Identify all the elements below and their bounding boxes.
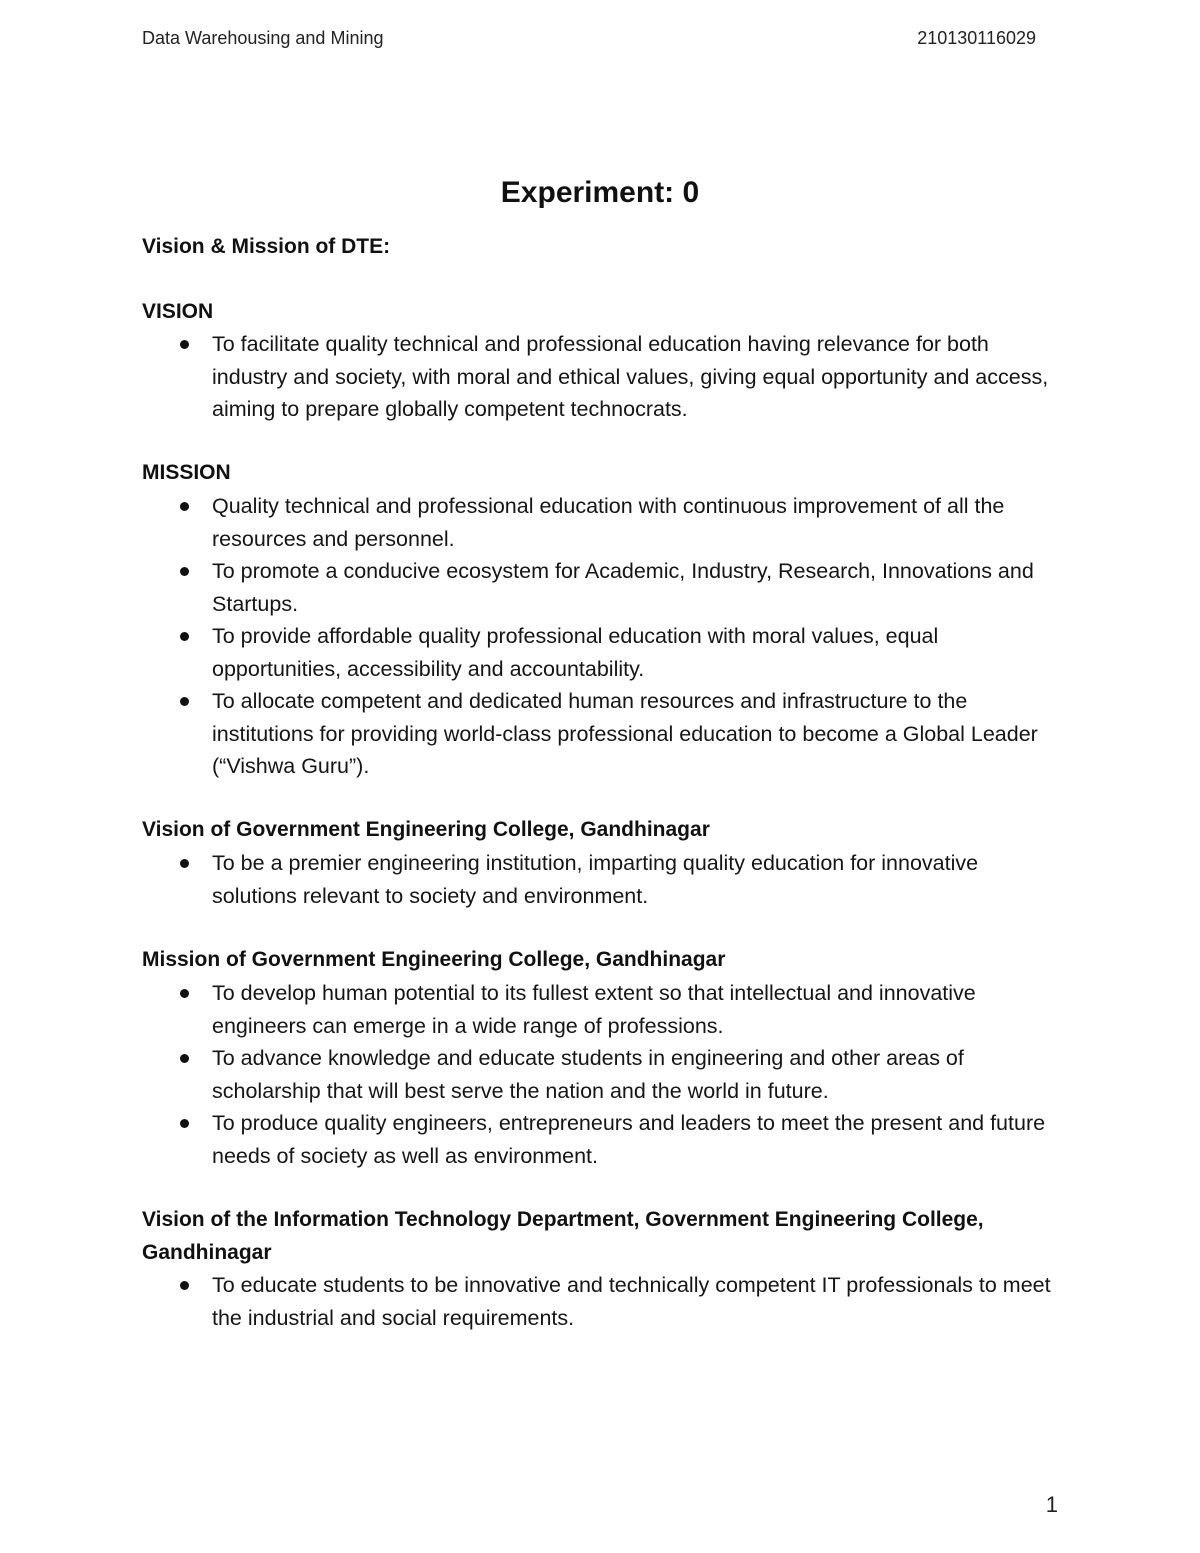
bullet-icon [180, 340, 189, 349]
list-item-text: To provide affordable quality professional education with moral values, equal opportunities, accessibility and accountability. [212, 624, 939, 681]
bullet-icon [180, 632, 189, 641]
gec-vision-list [142, 847, 1062, 912]
list-item [142, 328, 1062, 426]
bullet-icon [180, 697, 189, 706]
list-item [142, 1042, 1062, 1107]
header-enrollment-number: 210130116029 [917, 28, 1036, 48]
list-item-text: To advance knowledge and educate students in engineering and other areas of scholarship that will best serve the nation and the world in future. [212, 1046, 964, 1103]
bullet-icon [180, 502, 189, 511]
list-item-text: Quality technical and professional education with continuous improvement of all the resources and personnel. [212, 494, 1005, 551]
list-item-text: To educate students to be innovative and technically competent IT professionals to meet the industrial and social requirements. [212, 1273, 1051, 1330]
dte-vision-list [142, 328, 1062, 426]
list-item-text: To be a premier engineering institution, imparting quality education for innovative solutions relevant to society and environment. [212, 851, 979, 908]
list-item [142, 555, 1062, 620]
dte-vision-heading: VISION [142, 300, 214, 323]
list-item-text: To facilitate quality technical and professional education having relevance for both industry and society, with moral and ethical values, giving equal opportunity and access, aiming to prepare globally competent technocrats. [212, 332, 1049, 421]
page-number: 1 [1045, 1492, 1058, 1517]
dte-section-heading: Vision & Mission of DTE: [142, 235, 391, 258]
list-item-text: To develop human potential to its fullest extent so that intellectual and innovative engineers can emerge in a wide range of professions. [212, 981, 976, 1038]
list-item [142, 1269, 1062, 1334]
gec-mission-heading: Mission of Government Engineering College, Gandhinagar [142, 948, 726, 971]
dte-mission-heading: MISSION [142, 461, 231, 484]
list-item [142, 847, 1062, 912]
list-item [142, 977, 1062, 1042]
it-vision-heading: Vision of the Information Technology Department, Government Engineering College, Gandhinagar [142, 1208, 984, 1264]
list-item [142, 620, 1062, 685]
list-item [142, 490, 1062, 555]
page-title: Experiment: 0 [500, 176, 700, 209]
bullet-icon [180, 1054, 189, 1063]
header-course-title: Data Warehousing and Mining [142, 28, 384, 48]
bullet-icon [180, 567, 189, 576]
list-item [142, 1107, 1062, 1172]
bullet-icon [180, 989, 189, 998]
list-item-text: To promote a conducive ecosystem for Academic, Industry, Research, Innovations and Startups. [212, 559, 1034, 616]
gec-mission-list [142, 977, 1062, 1172]
list-item-text: To produce quality engineers, entrepreneurs and leaders to meet the present and future needs of society as well as environment. [212, 1111, 1046, 1168]
bullet-icon [180, 859, 189, 868]
list-item-text: To allocate competent and dedicated human resources and infrastructure to the institutions for providing world-class professional education to become a Global Leader (“Vishwa Guru”). [212, 689, 1038, 778]
bullet-icon [180, 1119, 189, 1128]
dte-mission-list [142, 490, 1062, 783]
gec-vision-heading: Vision of Government Engineering College, Gandhinagar [142, 818, 710, 841]
it-vision-list [142, 1269, 1062, 1334]
bullet-icon [180, 1281, 189, 1290]
list-item [142, 685, 1062, 783]
